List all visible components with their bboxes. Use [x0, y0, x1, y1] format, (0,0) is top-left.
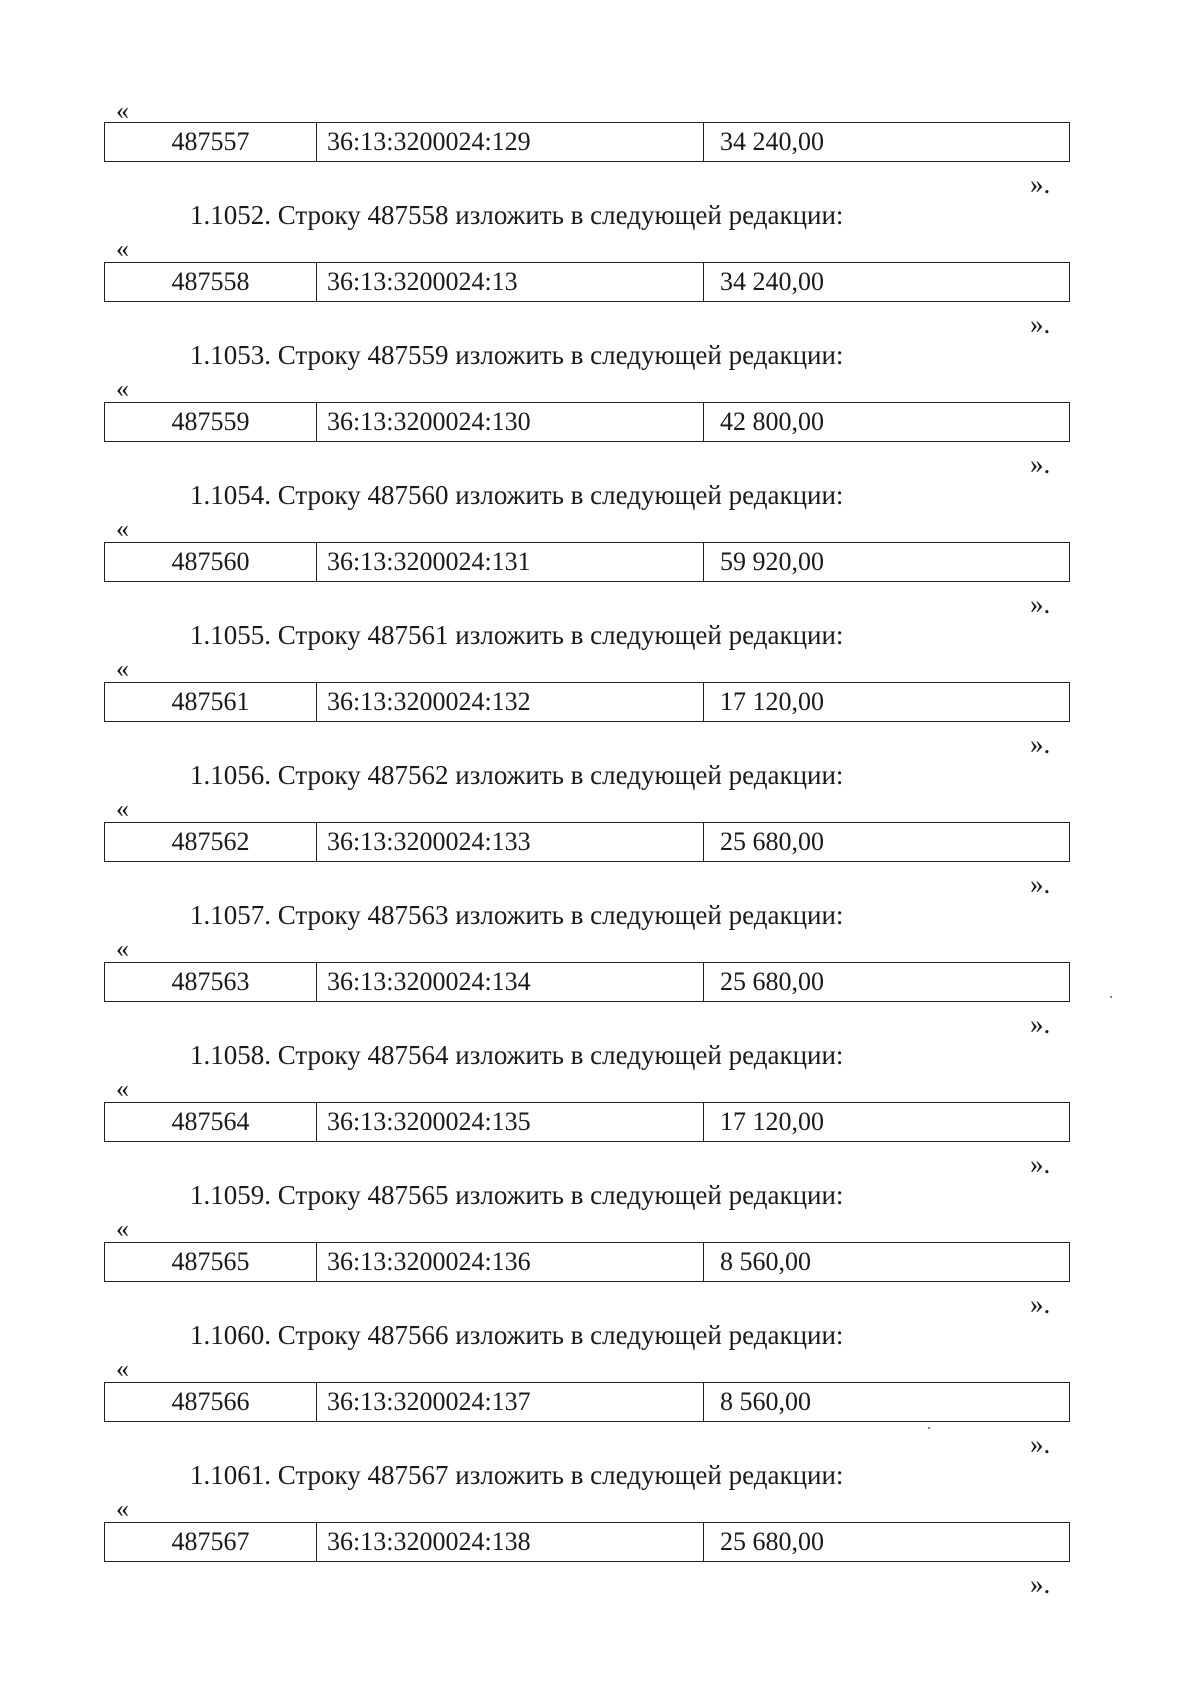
- row-number-cell: 487558: [105, 263, 317, 301]
- close-quote: ».: [1030, 589, 1051, 619]
- table-row: [104, 962, 1070, 1002]
- row-number-cell: 487567: [105, 1523, 317, 1561]
- value-cell: 8 560,00: [720, 1247, 811, 1276]
- open-quote: «: [116, 1494, 129, 1523]
- scan-speck: [928, 1427, 930, 1429]
- value-cell: 25 680,00: [720, 827, 824, 856]
- open-quote: «: [116, 234, 129, 263]
- amendment-heading: 1.1056. Строку 487562 изложить в следующей редакции:: [190, 760, 844, 790]
- cadastral-number-cell: 36:13:3200024:134: [317, 963, 704, 1001]
- table-row: [104, 1382, 1070, 1422]
- value-cell: 42 800,00: [720, 407, 824, 436]
- open-quote: «: [116, 1214, 129, 1243]
- amendment-heading: 1.1059. Строку 487565 изложить в следующей редакции:: [190, 1180, 844, 1210]
- table-row: [104, 822, 1070, 862]
- value-cell: 59 920,00: [720, 547, 824, 576]
- amendment-heading: 1.1058. Строку 487564 изложить в следующей редакции:: [190, 1040, 844, 1070]
- scan-speck: [1110, 996, 1112, 998]
- cadastral-number-cell: 36:13:3200024:13: [317, 263, 704, 301]
- row-number-cell: 487565: [105, 1243, 317, 1281]
- amendment-heading: 1.1055. Строку 487561 изложить в следующей редакции:: [190, 620, 844, 650]
- close-quote: ».: [1030, 1149, 1051, 1179]
- amendment-heading: 1.1053. Строку 487559 изложить в следующей редакции:: [190, 340, 844, 370]
- value-cell: 25 680,00: [720, 967, 824, 996]
- row-number-cell: 487562: [105, 823, 317, 861]
- cadastral-number-cell: 36:13:3200024:138: [317, 1523, 704, 1561]
- close-quote: ».: [1030, 169, 1051, 199]
- row-number-cell: 487560: [105, 543, 317, 581]
- close-quote: ».: [1030, 309, 1051, 339]
- cadastral-number-cell: 36:13:3200024:130: [317, 403, 704, 441]
- close-quote: ».: [1030, 729, 1051, 759]
- close-quote: ».: [1030, 869, 1051, 899]
- cadastral-number-cell: 36:13:3200024:135: [317, 1103, 704, 1141]
- cadastral-number-cell: 36:13:3200024:132: [317, 683, 704, 721]
- amendment-heading: 1.1060. Строку 487566 изложить в следующей редакции:: [190, 1320, 844, 1350]
- open-quote: «: [116, 794, 129, 823]
- cadastral-number-cell: 36:13:3200024:129: [317, 123, 704, 161]
- close-quote: ».: [1030, 449, 1051, 479]
- cadastral-number-cell: 36:13:3200024:131: [317, 543, 704, 581]
- row-number-cell: 487559: [105, 403, 317, 441]
- open-quote: «: [116, 934, 129, 963]
- open-quote: «: [116, 1074, 129, 1103]
- open-quote: «: [116, 1354, 129, 1383]
- table-row: [104, 402, 1070, 442]
- open-quote: «: [116, 654, 129, 683]
- value-cell: 34 240,00: [720, 127, 824, 156]
- close-quote: ».: [1030, 1009, 1051, 1039]
- value-cell: 8 560,00: [720, 1387, 811, 1416]
- open-quote: «: [116, 96, 129, 125]
- row-number-cell: 487557: [105, 123, 317, 161]
- row-number-cell: 487563: [105, 963, 317, 1001]
- table-row: [104, 682, 1070, 722]
- close-quote: ».: [1030, 1289, 1051, 1319]
- open-quote: «: [116, 514, 129, 543]
- cadastral-number-cell: 36:13:3200024:133: [317, 823, 704, 861]
- close-quote: ».: [1030, 1569, 1051, 1599]
- table-row: [104, 1522, 1070, 1562]
- table-row: [104, 262, 1070, 302]
- value-cell: 25 680,00: [720, 1527, 824, 1556]
- value-cell: 17 120,00: [720, 1107, 824, 1136]
- table-row: [104, 1102, 1070, 1142]
- row-number-cell: 487566: [105, 1383, 317, 1421]
- amendment-heading: 1.1057. Строку 487563 изложить в следующей редакции:: [190, 900, 844, 930]
- table-row: [104, 542, 1070, 582]
- amendment-heading: 1.1054. Строку 487560 изложить в следующей редакции:: [190, 480, 844, 510]
- open-quote: «: [116, 374, 129, 403]
- cadastral-number-cell: 36:13:3200024:136: [317, 1243, 704, 1281]
- row-number-cell: 487561: [105, 683, 317, 721]
- row-number-cell: 487564: [105, 1103, 317, 1141]
- amendment-heading: 1.1052. Строку 487558 изложить в следующей редакции:: [190, 200, 844, 230]
- close-quote: ».: [1030, 1429, 1051, 1459]
- table-row: [104, 122, 1070, 162]
- value-cell: 34 240,00: [720, 267, 824, 296]
- table-row: [104, 1242, 1070, 1282]
- amendment-heading: 1.1061. Строку 487567 изложить в следующей редакции:: [190, 1460, 844, 1490]
- cadastral-number-cell: 36:13:3200024:137: [317, 1383, 704, 1421]
- value-cell: 17 120,00: [720, 687, 824, 716]
